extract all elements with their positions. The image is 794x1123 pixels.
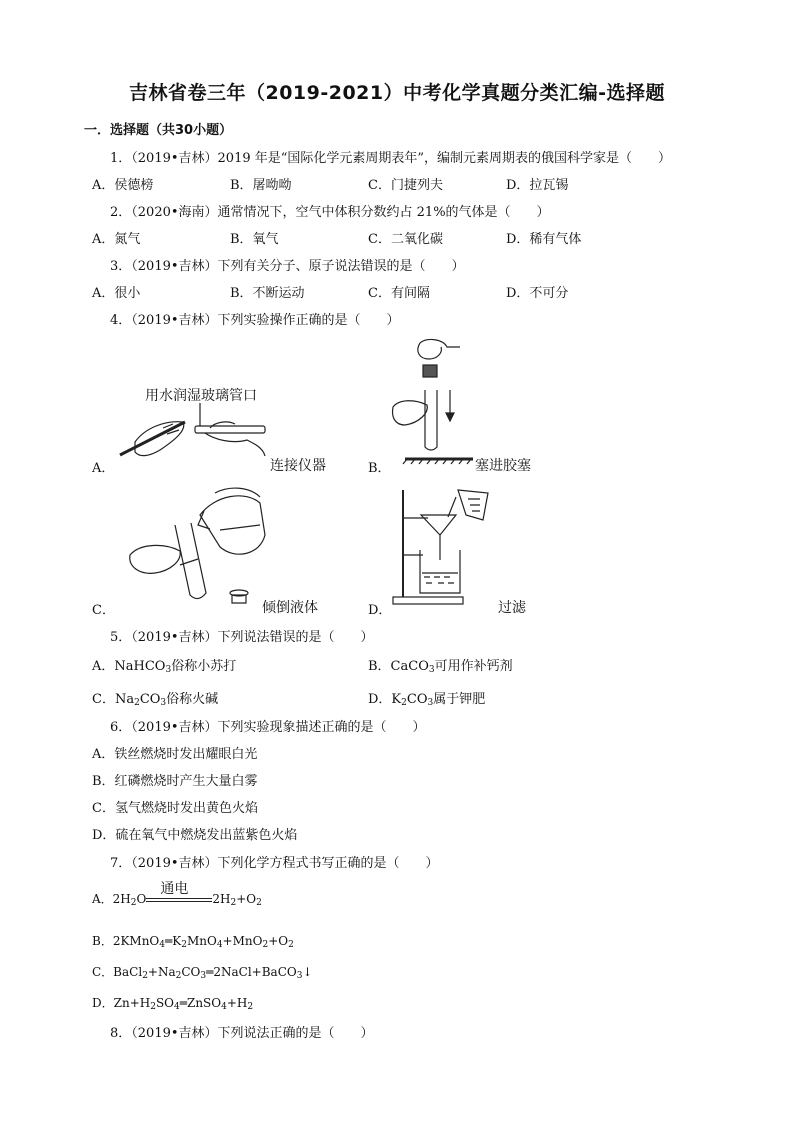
- question-3-stem: 3．（2019•吉林）下列有关分子、原子说法错误的是（ ）: [110, 259, 465, 274]
- page-title: 吉林省卷三年（2019-2021）中考化学真题分类汇编-选择题: [128, 82, 666, 104]
- q5-option-b: B．CaCO$_3$可用作补钙剂: [368, 659, 513, 675]
- q6-option-a: A．铁丝燃烧时发出耀眼白光: [92, 747, 258, 762]
- question-1-stem: 1．（2019•吉林）2019 年是“国际化学元素周期表年”，编制元素周期表的俄国科学家是（ ）: [110, 151, 672, 166]
- q3-option-c: C．有间隔: [368, 286, 430, 301]
- q6-option-b: B．红磷燃烧时产生大量白雾: [92, 774, 258, 789]
- q5-option-a: A．NaHCO$_3$俗称小苏打: [92, 659, 237, 675]
- question-8-stem: 8．（2019•吉林）下列说法正确的是（ ）: [110, 1026, 374, 1041]
- figure-c-drawing: [120, 485, 275, 610]
- figure-b-caption: 塞进胶塞: [475, 458, 531, 474]
- figure-a-note: 用水润湿玻璃管口: [145, 388, 257, 404]
- q3-option-b: B．不断运动: [230, 286, 305, 301]
- figure-a-caption: 连接仪器: [270, 458, 326, 474]
- q1-option-c: C．门捷列夫: [368, 178, 443, 193]
- q3-option-d: D．不可分: [506, 286, 569, 301]
- figure-d-drawing: [388, 485, 503, 610]
- q2-option-b: B．氧气: [230, 232, 279, 247]
- question-6-stem: 6．（2019•吉林）下列实验现象描述正确的是（ ）: [110, 720, 426, 735]
- q1-option-d: D．拉瓦锡: [506, 178, 569, 193]
- q2-option-c: C．二氧化碳: [368, 232, 443, 247]
- q4-option-c: C．: [92, 603, 115, 618]
- q4-option-d: D．: [368, 603, 392, 618]
- q7-option-d: D．$Zn+H_2SO_4═ZnSO_4+H_2$: [92, 996, 254, 1012]
- q1-option-a: A．侯德榜: [92, 178, 154, 193]
- figure-d-caption: 过滤: [498, 600, 526, 616]
- figure-b-drawing: [385, 335, 475, 465]
- q7-option-a: A．$2H_2O$ 通电 $2H_2+O_2$: [92, 890, 262, 907]
- figure-a-drawing: [115, 400, 275, 465]
- q5-option-d: D．$K_2CO_3$属于钾肥: [368, 692, 486, 708]
- question-5-stem: 5．（2019•吉林）下列说法错误的是（ ）: [110, 630, 374, 645]
- reaction-condition: 通电: [160, 880, 189, 897]
- q3-option-a: A．很小: [92, 286, 141, 301]
- q6-option-c: C．氢气燃烧时发出黄色火焰: [92, 801, 258, 816]
- q4-option-a: A．: [92, 461, 115, 476]
- q6-option-d: D．硫在氧气中燃烧发出蓝紫色火焰: [92, 828, 298, 843]
- q2-option-a: A．氮气: [92, 232, 141, 247]
- question-2-stem: 2．（2020•海南）通常情况下，空气中体积分数约占 21%的气体是（ ）: [110, 205, 550, 220]
- q2-option-d: D．稀有气体: [506, 232, 582, 247]
- figure-c-caption: 倾倒液体: [262, 600, 318, 616]
- q5-option-c: C．$Na_2CO_3$俗称火碱: [92, 692, 219, 708]
- q7-option-b: B．$2KMnO_4═K_2MnO_4+MnO_2+O_2$: [92, 934, 294, 950]
- q4-option-b: B．: [368, 461, 391, 476]
- section-heading: 一．选择题（共30小题）: [84, 123, 233, 138]
- question-4-stem: 4．（2019•吉林）下列实验操作正确的是（ ）: [110, 313, 400, 328]
- question-7-stem: 7．（2019•吉林）下列化学方程式书写正确的是（ ）: [110, 856, 439, 871]
- q7-option-c: C．$BaCl_2+Na_2CO_3═2NaCl+BaCO_3↓$: [92, 965, 313, 981]
- q1-option-b: B．屠呦呦: [230, 178, 292, 193]
